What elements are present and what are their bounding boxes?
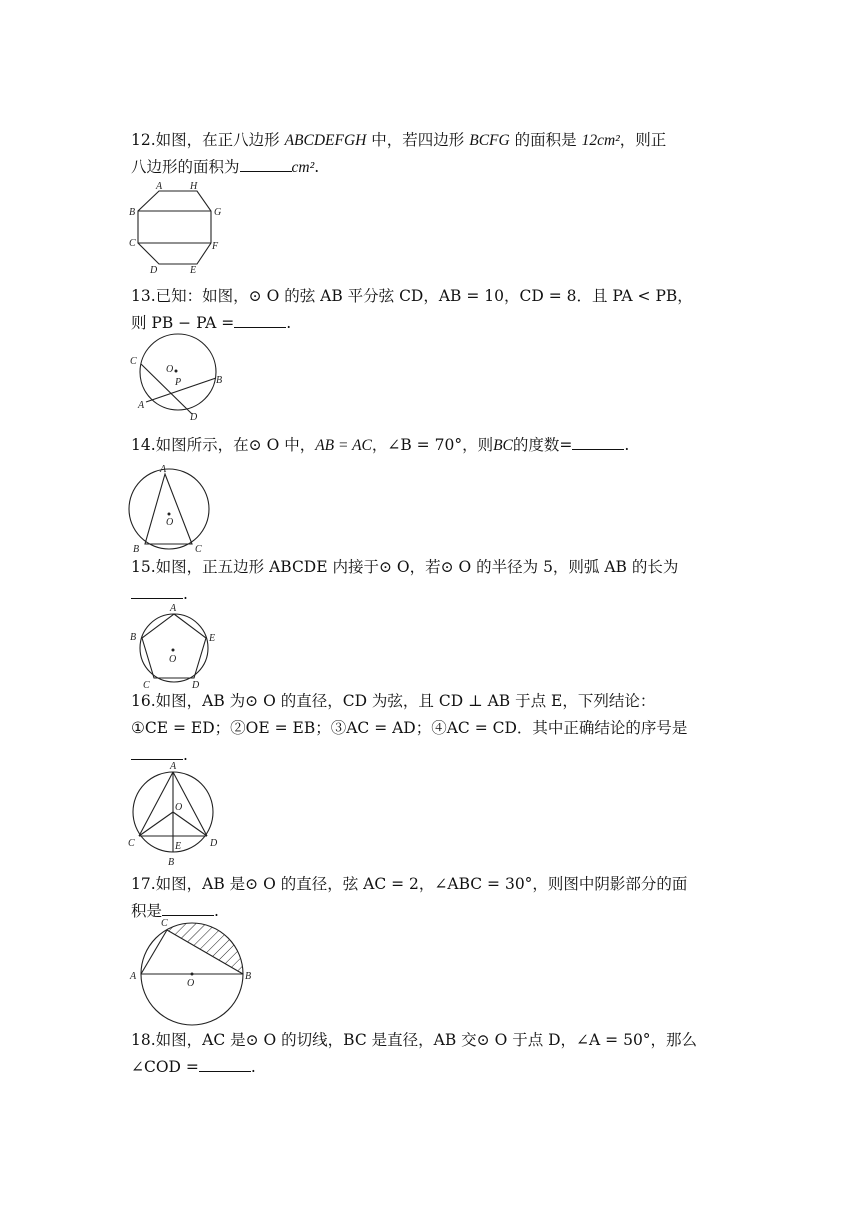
label-O: O	[175, 802, 183, 813]
label-A: A	[170, 761, 177, 772]
label-O: O	[166, 364, 174, 375]
q12-math-c: 12cm²	[581, 132, 620, 149]
label-C: C	[129, 238, 136, 249]
q14-arc-bc: BC	[493, 437, 513, 454]
q12-end: .	[314, 158, 320, 176]
q18-line1: 18.如图，AC 是⊙ O 的切线，BC 是直径，AB 交⊙ O 于点 D，∠A = 50°，那么	[131, 1031, 698, 1049]
label-A: A	[130, 971, 137, 982]
q12-text-b: 中，若四边形	[366, 131, 470, 149]
q12-unit: cm²	[291, 159, 315, 176]
label-H: H	[190, 181, 198, 192]
label-D: D	[150, 265, 158, 276]
octagon-figure	[126, 180, 226, 278]
isosceles-circle-figure	[126, 462, 216, 556]
question-16	[131, 688, 731, 769]
label-E: E	[190, 265, 197, 276]
q13-line1: 13.已知：如图，⊙ O 的弦 AB 平分弦 CD，AB = 10，CD = 8．且 PA < PB，	[131, 287, 693, 305]
q14-answer-blank[interactable]	[572, 435, 624, 450]
label-C: C	[128, 838, 135, 849]
label-F: F	[212, 241, 219, 252]
q14-end: .	[624, 436, 630, 454]
label-O: O	[187, 978, 195, 989]
q16-end: .	[183, 746, 188, 764]
q15-end: .	[183, 585, 188, 603]
label-D: D	[210, 838, 218, 849]
q16-answer-blank[interactable]	[131, 745, 183, 760]
q18-end: .	[250, 1058, 256, 1076]
label-C: C	[161, 918, 168, 929]
label-D: D	[192, 680, 200, 690]
q14-text-b: ，∠B = 70°，则	[371, 436, 494, 454]
pentagon-circle-figure	[126, 600, 222, 690]
label-C: C	[130, 356, 137, 367]
label-A: A	[138, 400, 145, 411]
q12-line2: 八边形的面积为	[131, 158, 240, 176]
shaded-segment-figure	[126, 914, 262, 1026]
label-P: P	[175, 377, 182, 388]
q15-line1: 15.如图，正五边形 ABCDE 内接于⊙ O，若⊙ O 的半径为 5，则弧 AB 的长为	[131, 558, 679, 576]
label-E: E	[209, 633, 216, 644]
label-O: O	[169, 654, 177, 665]
q17-line2: 积是	[131, 902, 163, 920]
q17-line1: 17.如图，AB 是⊙ O 的直径，弦 AC = 2，∠ABC = 30°，则图中阴影部分的面	[131, 875, 688, 893]
label-G: G	[214, 207, 222, 218]
q12-text-d: ，则正	[619, 131, 667, 149]
circle-chords-figure	[126, 330, 230, 422]
q14-text-a: 14.如图所示，在⊙ O 中，	[131, 436, 316, 454]
q16-line1: 16.如图，AB 为⊙ O 的直径，CD 为弦，且 CD ⊥ AB 于点 E，下列结论：	[131, 692, 656, 710]
q14-arcs: AB = AC	[315, 437, 372, 454]
label-B: B	[130, 632, 137, 643]
label-O: O	[166, 517, 174, 528]
question-13	[131, 283, 731, 337]
label-E: E	[175, 841, 182, 852]
label-C: C	[195, 544, 202, 555]
label-C: C	[143, 680, 150, 690]
label-B: B	[168, 857, 175, 868]
label-D: D	[190, 412, 198, 422]
q13-end: .	[286, 314, 292, 332]
q13-answer-blank[interactable]	[234, 313, 286, 328]
q18-line2: ∠COD =	[131, 1058, 199, 1076]
diameter-chord-figure	[126, 760, 222, 868]
q18-answer-blank[interactable]	[199, 1057, 251, 1072]
q16-line2: ①CE = ED；②OE = EB；③AC = AD；④AC = CD．其中正确结论的序号是	[131, 719, 688, 737]
label-A: A	[160, 464, 167, 475]
q12-math-a: ABCDEFGH	[284, 132, 367, 149]
question-18	[131, 1027, 731, 1081]
q14-text-c: 的度数=	[512, 436, 573, 454]
q15-answer-blank[interactable]	[131, 584, 183, 599]
label-A: A	[156, 181, 163, 192]
label-B: B	[245, 971, 252, 982]
label-B: B	[133, 544, 140, 555]
q13-line2: 则 PB − PA =	[131, 314, 235, 332]
q12-text-c: 的面积是	[509, 131, 582, 149]
question-12	[131, 127, 731, 181]
label-B: B	[216, 375, 223, 386]
label-B: B	[129, 207, 136, 218]
q12-text-a: 12.如图，在正八边形	[131, 131, 285, 149]
question-14	[131, 432, 731, 459]
q12-answer-blank[interactable]	[240, 157, 292, 172]
q12-math-b: BCFG	[469, 132, 510, 149]
q17-end: .	[214, 902, 219, 920]
label-A: A	[170, 603, 177, 614]
